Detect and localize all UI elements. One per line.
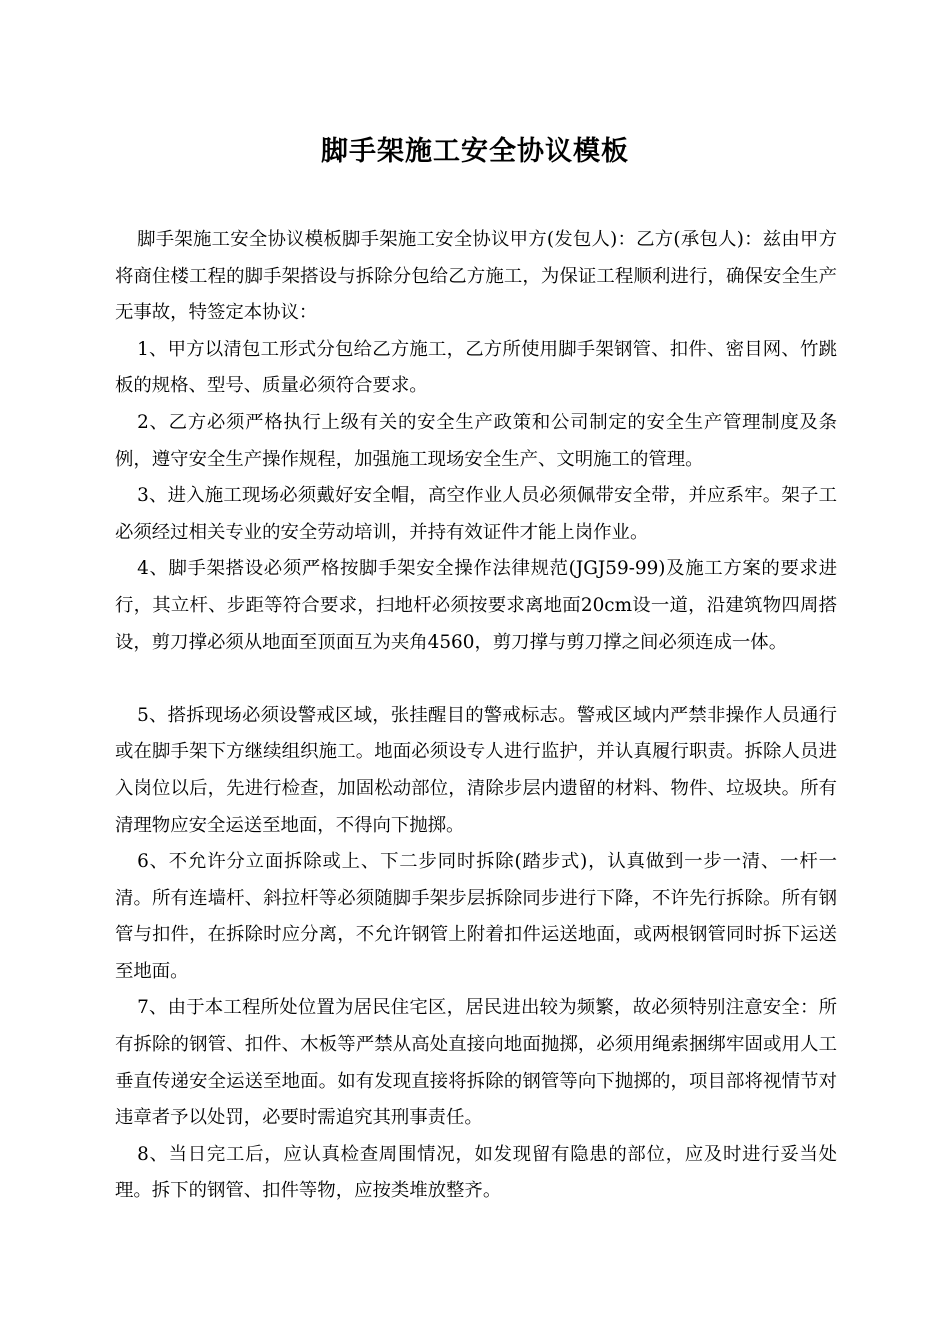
paragraph-clause-5: 5、搭拆现场必须设警戒区域，张挂醒目的警戒标志。警戒区域内严禁非操作人员通行或在脚手架下方继续组织施工。地面必须设专人进行监护，并认真履行职责。拆除人员进入岗位以后，先进行检查，加固松动部位，清除步层内遗留的材料、物件、垃圾块。所有清理物应安全运送至地面，不得向下抛掷。 <box>115 704 837 836</box>
paragraph-clause-6: 6、不允许分立面拆除或上、下二步同时拆除(踏步式)，认真做到一步一清、一杆一清。所有连墙杆、斜拉杆等必须随脚手架步层拆除同步进行下降，不许先行拆除。所有钢管与扣件，在拆除时应分离，不允许钢管上附着扣件运送地面，或两根钢管同时拆下运送至地面。 <box>115 851 837 982</box>
paragraph-clause-2: 2、乙方必须严格执行上级有关的安全生产政策和公司制定的安全生产管理制度及条例，遵守安全生产操作规程，加强施工现场安全生产、文明施工的管理。 <box>115 411 837 470</box>
paragraph-clause-4: 4、脚手架搭设必须严格按脚手架安全操作法律规范(JGJ59-99)及施工方案的要求进行，其立杆、步距等符合要求，扫地杆必须按要求离地面20cm设一道，沿建筑物四周搭设，剪刀撑必须从地面至顶面互为夹角4560，剪刀撑与剪刀撑之间必须连成一体。 <box>115 558 837 653</box>
paragraph-clause-1: 1、甲方以清包工形式分包给乙方施工，乙方所使用脚手架钢管、扣件、密目网、竹跳板的规格、型号、质量必须符合要求。 <box>115 338 837 397</box>
paragraph-clause-7: 7、由于本工程所处位置为居民住宅区，居民进出较为频繁，故必须特别注意安全：所有拆除的钢管、扣件、木板等严禁从高处直接向地面抛掷，必须用绳索捆绑牢固或用人工垂直传递安全运送至地面。如有发现直接将拆除的钢管等向下抛掷的，项目部将视情节对违章者予以处罚，必要时需追究其刑事责任。 <box>115 997 837 1129</box>
document-title: 脚手架施工安全协议模板 <box>321 136 629 167</box>
paragraph-clause-8: 8、当日完工后，应认真检查周围情况，如发现留有隐患的部位，应及时进行妥当处理。拆下的钢管、扣件等物，应按类堆放整齐。 <box>115 1143 837 1202</box>
paragraph-intro: 脚手架施工安全协议模板脚手架施工安全协议甲方(发包人)：乙方(承包人)：兹由甲方将商住楼工程的脚手架搭设与拆除分包给乙方施工，为保证工程顺利进行，确保安全生产无事故，特签定本协议： <box>115 229 837 324</box>
paragraph-clause-3: 3、进入施工现场必须戴好安全帽，高空作业人员必须佩带安全带，并应系牢。架子工必须经过相关专业的安全劳动培训，并持有效证件才能上岗作业。 <box>115 485 837 543</box>
document-body <box>115 222 837 1210</box>
